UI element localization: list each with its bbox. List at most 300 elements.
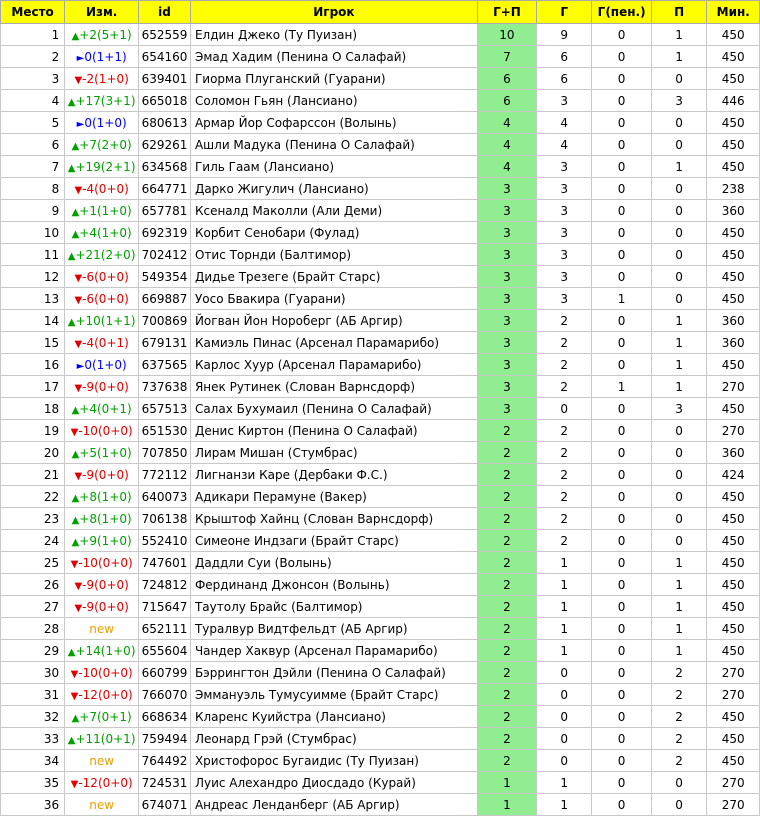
cell-place: 35 xyxy=(1,772,65,794)
cell-minutes: 450 xyxy=(707,68,760,90)
cell-change xyxy=(65,442,139,464)
cell-gp: 3 xyxy=(477,332,536,354)
arrow-up-icon: ▲ xyxy=(67,734,76,746)
cell-player: Фердинанд Джонсон (Волынь) xyxy=(190,574,477,596)
cell-change xyxy=(65,46,139,68)
cell-minutes: 450 xyxy=(707,398,760,420)
cell-change xyxy=(65,332,139,354)
cell-place: 1 xyxy=(1,24,65,46)
change-text: +4(1+0) xyxy=(79,225,132,240)
cell-goals: 0 xyxy=(537,750,592,772)
cell-change xyxy=(65,266,139,288)
table-row[interactable] xyxy=(1,640,760,662)
cell-minutes: 450 xyxy=(707,222,760,244)
cell-assists: 0 xyxy=(651,442,707,464)
cell-penalty-goals: 0 xyxy=(592,46,651,68)
arrow-up-icon: ▲ xyxy=(71,228,80,240)
cell-place: 25 xyxy=(1,552,65,574)
cell-minutes: 450 xyxy=(707,552,760,574)
change-text: new xyxy=(89,753,115,768)
table-row[interactable] xyxy=(1,706,760,728)
cell-change xyxy=(65,200,139,222)
table-row[interactable] xyxy=(1,112,760,134)
table-row[interactable] xyxy=(1,244,760,266)
cell-assists: 0 xyxy=(651,288,707,310)
cell-penalty-goals: 0 xyxy=(592,90,651,112)
cell-assists: 2 xyxy=(651,662,707,684)
cell-penalty-goals: 0 xyxy=(592,794,651,816)
cell-goals: 3 xyxy=(537,156,592,178)
cell-minutes: 450 xyxy=(707,706,760,728)
table-row[interactable] xyxy=(1,596,760,618)
change-text: -10(0+0) xyxy=(78,665,133,680)
cell-place: 34 xyxy=(1,750,65,772)
cell-minutes: 450 xyxy=(707,266,760,288)
arrow-down-icon: ▼ xyxy=(74,470,83,482)
arrow-down-icon: ▼ xyxy=(74,272,83,284)
cell-change xyxy=(65,68,139,90)
cell-id: 669887 xyxy=(139,288,191,310)
table-row[interactable] xyxy=(1,794,760,816)
cell-gp: 2 xyxy=(477,728,536,750)
cell-id: 707850 xyxy=(139,442,191,464)
cell-goals: 4 xyxy=(537,112,592,134)
cell-change xyxy=(65,596,139,618)
cell-assists: 1 xyxy=(651,156,707,178)
cell-penalty-goals: 0 xyxy=(592,508,651,530)
cell-penalty-goals: 0 xyxy=(592,442,651,464)
cell-id: 637565 xyxy=(139,354,191,376)
cell-place: 28 xyxy=(1,618,65,640)
cell-change xyxy=(65,486,139,508)
cell-assists: 0 xyxy=(651,68,707,90)
cell-id: 706138 xyxy=(139,508,191,530)
cell-goals: 2 xyxy=(537,420,592,442)
arrow-up-icon: ▲ xyxy=(71,404,80,416)
cell-assists: 1 xyxy=(651,376,707,398)
cell-player: Янек Рутинек (Слован Варнсдорф) xyxy=(190,376,477,398)
cell-gp: 4 xyxy=(477,134,536,156)
cell-gp: 2 xyxy=(477,464,536,486)
change-text: -4(0+1) xyxy=(82,335,129,350)
arrow-up-icon: ▲ xyxy=(71,536,80,548)
arrow-up-icon: ▲ xyxy=(71,448,80,460)
cell-minutes: 360 xyxy=(707,442,760,464)
cell-penalty-goals: 0 xyxy=(592,332,651,354)
change-text: -4(0+0) xyxy=(82,181,129,196)
cell-penalty-goals: 0 xyxy=(592,112,651,134)
cell-id: 654160 xyxy=(139,46,191,68)
cell-penalty-goals: 0 xyxy=(592,310,651,332)
cell-penalty-goals: 0 xyxy=(592,398,651,420)
table-row[interactable] xyxy=(1,486,760,508)
cell-change xyxy=(65,90,139,112)
cell-minutes: 270 xyxy=(707,662,760,684)
cell-assists: 0 xyxy=(651,178,707,200)
cell-player: Лигнанзи Каре (Дербаки Ф.С.) xyxy=(190,464,477,486)
cell-assists: 1 xyxy=(651,332,707,354)
cell-player: Дарко Жигулич (Лансиано) xyxy=(190,178,477,200)
cell-minutes: 450 xyxy=(707,156,760,178)
table-row[interactable] xyxy=(1,464,760,486)
cell-id: 549354 xyxy=(139,266,191,288)
cell-place: 6 xyxy=(1,134,65,156)
header-place[interactable]: Место xyxy=(1,1,65,24)
cell-change xyxy=(65,640,139,662)
cell-goals: 0 xyxy=(537,398,592,420)
table-row[interactable] xyxy=(1,200,760,222)
table-row[interactable] xyxy=(1,310,760,332)
arrow-up-icon: ▲ xyxy=(67,96,76,108)
cell-minutes: 450 xyxy=(707,486,760,508)
table-row[interactable] xyxy=(1,508,760,530)
cell-change xyxy=(65,112,139,134)
cell-player: Крыштоф Хайнц (Слован Варнсдорф) xyxy=(190,508,477,530)
table-row[interactable] xyxy=(1,420,760,442)
cell-place: 4 xyxy=(1,90,65,112)
cell-penalty-goals: 0 xyxy=(592,464,651,486)
cell-id: 764492 xyxy=(139,750,191,772)
cell-change xyxy=(65,662,139,684)
cell-assists: 0 xyxy=(651,266,707,288)
cell-goals: 2 xyxy=(537,332,592,354)
cell-assists: 0 xyxy=(651,244,707,266)
cell-assists: 0 xyxy=(651,420,707,442)
cell-change xyxy=(65,310,139,332)
cell-player: Салах Бухумаил (Пенина О Салафай) xyxy=(190,398,477,420)
header-id[interactable]: id xyxy=(139,1,191,24)
cell-assists: 2 xyxy=(651,728,707,750)
change-text: +7(2+0) xyxy=(79,137,132,152)
cell-minutes: 450 xyxy=(707,24,760,46)
cell-change xyxy=(65,398,139,420)
cell-player: Ксеналд Маколли (Али Деми) xyxy=(190,200,477,222)
cell-goals: 3 xyxy=(537,288,592,310)
cell-gp: 4 xyxy=(477,156,536,178)
cell-change xyxy=(65,552,139,574)
change-text: -9(0+0) xyxy=(82,599,129,614)
cell-change xyxy=(65,464,139,486)
arrow-down-icon: ▼ xyxy=(74,338,83,350)
cell-place: 36 xyxy=(1,794,65,816)
cell-player: Чандер Хаквур (Арсенал Парамарибо) xyxy=(190,640,477,662)
change-text: +9(1+0) xyxy=(79,533,132,548)
cell-goals: 2 xyxy=(537,508,592,530)
cell-assists: 3 xyxy=(651,398,707,420)
arrow-down-icon: ▼ xyxy=(74,602,83,614)
cell-assists: 2 xyxy=(651,684,707,706)
cell-minutes: 450 xyxy=(707,728,760,750)
cell-gp: 3 xyxy=(477,266,536,288)
table-row[interactable] xyxy=(1,332,760,354)
cell-id: 664771 xyxy=(139,178,191,200)
cell-id: 652111 xyxy=(139,618,191,640)
cell-assists: 0 xyxy=(651,112,707,134)
change-text: +21(2+0) xyxy=(75,247,136,262)
cell-minutes: 360 xyxy=(707,332,760,354)
cell-gp: 6 xyxy=(477,68,536,90)
cell-change xyxy=(65,24,139,46)
cell-player: Бэррингтон Дэйли (Пенина О Салафай) xyxy=(190,662,477,684)
cell-penalty-goals: 0 xyxy=(592,486,651,508)
cell-id: 674071 xyxy=(139,794,191,816)
arrow-down-icon: ▼ xyxy=(74,382,83,394)
cell-assists: 3 xyxy=(651,90,707,112)
cell-gp: 2 xyxy=(477,684,536,706)
table-row[interactable] xyxy=(1,728,760,750)
cell-player: Уосо Бвакира (Гуарани) xyxy=(190,288,477,310)
cell-gp: 3 xyxy=(477,398,536,420)
cell-id: 665018 xyxy=(139,90,191,112)
header-penalty-goals[interactable]: Г(пен.) xyxy=(592,1,651,24)
cell-assists: 0 xyxy=(651,772,707,794)
arrow-down-icon: ▼ xyxy=(70,668,79,680)
cell-minutes: 450 xyxy=(707,618,760,640)
cell-change xyxy=(65,354,139,376)
cell-place: 30 xyxy=(1,662,65,684)
cell-gp: 10 xyxy=(477,24,536,46)
cell-gp: 7 xyxy=(477,46,536,68)
header-assists[interactable]: П xyxy=(651,1,707,24)
cell-id: 772112 xyxy=(139,464,191,486)
cell-goals: 1 xyxy=(537,552,592,574)
cell-id: 680613 xyxy=(139,112,191,134)
table-row[interactable] xyxy=(1,684,760,706)
cell-change xyxy=(65,376,139,398)
cell-id: 657781 xyxy=(139,200,191,222)
cell-gp: 3 xyxy=(477,178,536,200)
cell-assists: 1 xyxy=(651,310,707,332)
cell-gp: 3 xyxy=(477,376,536,398)
cell-gp: 2 xyxy=(477,640,536,662)
cell-minutes: 450 xyxy=(707,354,760,376)
table-row[interactable] xyxy=(1,134,760,156)
cell-assists: 2 xyxy=(651,706,707,728)
cell-id: 640073 xyxy=(139,486,191,508)
change-text: 0(1+0) xyxy=(84,115,127,130)
cell-place: 3 xyxy=(1,68,65,90)
cell-penalty-goals: 0 xyxy=(592,244,651,266)
cell-penalty-goals: 0 xyxy=(592,750,651,772)
header-change[interactable]: Изм. xyxy=(65,1,139,24)
change-text: +19(2+1) xyxy=(75,159,136,174)
header-gp[interactable]: Г+П xyxy=(477,1,536,24)
cell-penalty-goals: 0 xyxy=(592,420,651,442)
cell-player: Кларенс Куийстра (Лансиано) xyxy=(190,706,477,728)
cell-player: Адикари Перамуне (Вакер) xyxy=(190,486,477,508)
cell-place: 27 xyxy=(1,596,65,618)
cell-player: Эмад Хадим (Пенина О Салафай) xyxy=(190,46,477,68)
cell-minutes: 238 xyxy=(707,178,760,200)
cell-gp: 2 xyxy=(477,530,536,552)
cell-id: 679131 xyxy=(139,332,191,354)
cell-id: 660799 xyxy=(139,662,191,684)
table-row[interactable] xyxy=(1,222,760,244)
cell-assists: 0 xyxy=(651,200,707,222)
change-text: -2(1+0) xyxy=(82,71,129,86)
cell-minutes: 450 xyxy=(707,530,760,552)
table-row[interactable] xyxy=(1,772,760,794)
cell-assists: 0 xyxy=(651,464,707,486)
cell-penalty-goals: 0 xyxy=(592,530,651,552)
arrow-up-icon: ▲ xyxy=(71,140,80,152)
change-text: new xyxy=(89,797,115,812)
change-text: +8(1+0) xyxy=(79,489,132,504)
cell-id: 652559 xyxy=(139,24,191,46)
table-row[interactable] xyxy=(1,90,760,112)
cell-id: 737638 xyxy=(139,376,191,398)
cell-change xyxy=(65,288,139,310)
cell-id: 715647 xyxy=(139,596,191,618)
cell-gp: 2 xyxy=(477,486,536,508)
cell-place: 14 xyxy=(1,310,65,332)
cell-player: Корбит Сенобари (Фулад) xyxy=(190,222,477,244)
cell-place: 16 xyxy=(1,354,65,376)
cell-assists: 0 xyxy=(651,508,707,530)
header-player[interactable]: Игрок xyxy=(190,1,477,24)
cell-gp: 2 xyxy=(477,552,536,574)
cell-minutes: 270 xyxy=(707,772,760,794)
cell-player: Карлос Хуур (Арсенал Парамарибо) xyxy=(190,354,477,376)
cell-goals: 4 xyxy=(537,134,592,156)
arrow-down-icon: ▼ xyxy=(74,184,83,196)
arrow-down-icon: ▼ xyxy=(74,74,83,86)
cell-goals: 9 xyxy=(537,24,592,46)
arrow-up-icon: ▲ xyxy=(71,30,80,42)
change-text: -12(0+0) xyxy=(78,775,133,790)
arrow-up-icon: ▲ xyxy=(71,206,80,218)
cell-change xyxy=(65,420,139,442)
cell-minutes: 360 xyxy=(707,310,760,332)
cell-id: 657513 xyxy=(139,398,191,420)
cell-player: Соломон Гьян (Лансиано) xyxy=(190,90,477,112)
arrow-up-icon: ▲ xyxy=(67,316,76,328)
cell-assists: 1 xyxy=(651,46,707,68)
cell-id: 668634 xyxy=(139,706,191,728)
table-row[interactable] xyxy=(1,750,760,772)
cell-goals: 2 xyxy=(537,464,592,486)
cell-goals: 0 xyxy=(537,662,592,684)
change-text: -6(0+0) xyxy=(82,269,129,284)
table-row[interactable] xyxy=(1,354,760,376)
cell-id: 655604 xyxy=(139,640,191,662)
cell-player: Елдин Джеко (Ту Пуизан) xyxy=(190,24,477,46)
cell-goals: 3 xyxy=(537,266,592,288)
cell-change xyxy=(65,222,139,244)
table-row[interactable] xyxy=(1,398,760,420)
cell-id: 634568 xyxy=(139,156,191,178)
cell-assists: 1 xyxy=(651,574,707,596)
cell-place: 20 xyxy=(1,442,65,464)
cell-place: 32 xyxy=(1,706,65,728)
arrow-up-icon: ▲ xyxy=(71,712,80,724)
change-text: +4(0+1) xyxy=(79,401,132,416)
table-row[interactable] xyxy=(1,574,760,596)
header-goals[interactable]: Г xyxy=(537,1,592,24)
cell-player: Отис Торнди (Балтимор) xyxy=(190,244,477,266)
cell-minutes: 446 xyxy=(707,90,760,112)
cell-player: Йогван Йон Нороберг (АБ Аргир) xyxy=(190,310,477,332)
cell-place: 8 xyxy=(1,178,65,200)
cell-place: 23 xyxy=(1,508,65,530)
cell-place: 9 xyxy=(1,200,65,222)
cell-gp: 3 xyxy=(477,200,536,222)
cell-player: Ашли Мадука (Пенина О Салафай) xyxy=(190,134,477,156)
table-row[interactable] xyxy=(1,68,760,90)
arrow-up-icon: ▲ xyxy=(71,492,80,504)
cell-player: Туралвур Видтфельдт (АБ Аргир) xyxy=(190,618,477,640)
cell-gp: 3 xyxy=(477,310,536,332)
cell-goals: 0 xyxy=(537,684,592,706)
arrow-up-icon: ▲ xyxy=(67,162,76,174)
cell-player: Андреас Ленданберг (АБ Аргир) xyxy=(190,794,477,816)
arrow-right-icon: ► xyxy=(76,360,85,372)
cell-change xyxy=(65,508,139,530)
cell-goals: 0 xyxy=(537,728,592,750)
table-row[interactable] xyxy=(1,24,760,46)
cell-place: 15 xyxy=(1,332,65,354)
cell-gp: 1 xyxy=(477,772,536,794)
cell-goals: 2 xyxy=(537,354,592,376)
cell-penalty-goals: 0 xyxy=(592,596,651,618)
arrow-down-icon: ▼ xyxy=(74,580,83,592)
table-row[interactable] xyxy=(1,618,760,640)
table-row[interactable] xyxy=(1,266,760,288)
cell-change xyxy=(65,684,139,706)
cell-goals: 1 xyxy=(537,596,592,618)
table-row[interactable] xyxy=(1,376,760,398)
cell-minutes: 424 xyxy=(707,464,760,486)
cell-penalty-goals: 0 xyxy=(592,200,651,222)
cell-gp: 2 xyxy=(477,618,536,640)
cell-place: 24 xyxy=(1,530,65,552)
table-row[interactable] xyxy=(1,288,760,310)
header-minutes[interactable]: Мин. xyxy=(707,1,760,24)
cell-place: 29 xyxy=(1,640,65,662)
cell-gp: 2 xyxy=(477,420,536,442)
cell-place: 17 xyxy=(1,376,65,398)
cell-player: Леонард Грэй (Стумбрас) xyxy=(190,728,477,750)
table-row[interactable] xyxy=(1,442,760,464)
table-row[interactable] xyxy=(1,530,760,552)
cell-player: Гиль Гаам (Лансиано) xyxy=(190,156,477,178)
change-text: 0(1+1) xyxy=(84,49,127,64)
cell-player: Таутолу Брайс (Балтимор) xyxy=(190,596,477,618)
table-row[interactable] xyxy=(1,46,760,68)
cell-gp: 2 xyxy=(477,750,536,772)
cell-minutes: 270 xyxy=(707,794,760,816)
cell-penalty-goals: 0 xyxy=(592,772,651,794)
cell-penalty-goals: 0 xyxy=(592,68,651,90)
change-text: 0(1+0) xyxy=(84,357,127,372)
table-row[interactable] xyxy=(1,552,760,574)
cell-place: 2 xyxy=(1,46,65,68)
table-row[interactable] xyxy=(1,662,760,684)
cell-place: 13 xyxy=(1,288,65,310)
arrow-down-icon: ▼ xyxy=(70,558,79,570)
table-row[interactable] xyxy=(1,178,760,200)
cell-id: 724531 xyxy=(139,772,191,794)
arrow-up-icon: ▲ xyxy=(67,250,76,262)
cell-goals: 3 xyxy=(537,200,592,222)
cell-penalty-goals: 0 xyxy=(592,134,651,156)
cell-place: 33 xyxy=(1,728,65,750)
cell-minutes: 450 xyxy=(707,574,760,596)
cell-change xyxy=(65,156,139,178)
cell-penalty-goals: 1 xyxy=(592,376,651,398)
cell-penalty-goals: 0 xyxy=(592,552,651,574)
table-row[interactable] xyxy=(1,156,760,178)
